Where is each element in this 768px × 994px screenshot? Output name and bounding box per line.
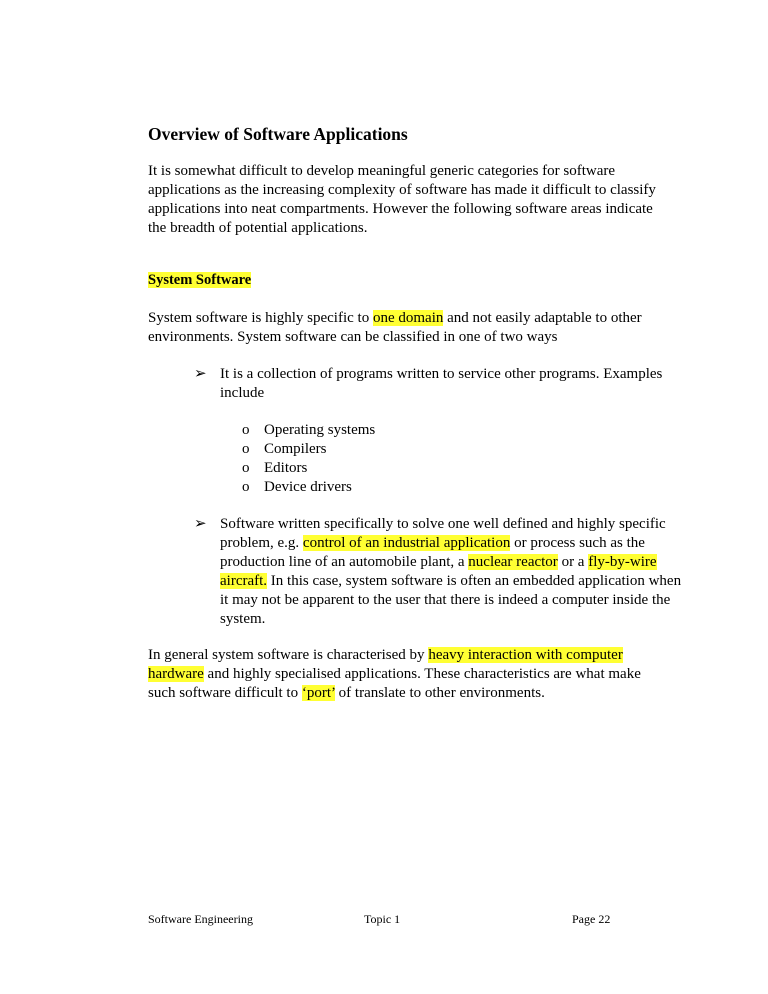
text-run: problem, e.g.: [220, 535, 303, 551]
bullet-2-line-4: [220, 572, 681, 591]
sub-item: Editors: [264, 460, 308, 476]
highlight-run: control of an industrial application: [302, 535, 511, 551]
sub-bullet-icon: o: [242, 422, 250, 438]
bullet-arrow-icon: ➢: [194, 366, 207, 382]
highlight-run: one domain: [372, 310, 444, 326]
bullet-2-line-5: it may not be apparent to the user that there is indeed a computer inside the: [220, 592, 671, 608]
p2-line-2: [148, 665, 641, 684]
bullet-2-line-1: Software written specifically to solve one well defined and highly specific: [220, 516, 666, 532]
text-run: or process such as the: [510, 535, 645, 551]
bullet-2-line-6: system.: [220, 611, 266, 627]
text-run: production line of an automobile plant, a: [220, 554, 469, 570]
highlight-run: aircraft.: [220, 573, 268, 589]
bullet-1-line-1: It is a collection of programs written to service other programs. Examples: [220, 366, 663, 382]
text-run: of translate to other environments.: [334, 685, 545, 701]
section-heading: [148, 272, 251, 289]
text-run: and not easily adaptable to other: [443, 310, 642, 326]
highlight-run: ‘port’: [301, 685, 335, 701]
section-heading-text: System Software: [148, 272, 252, 288]
text-run: such software difficult to: [148, 685, 302, 701]
intro-line-4: the breadth of potential applications.: [148, 220, 368, 236]
text-run: System software is highly specific to: [148, 310, 373, 326]
bullet-2-line-2: [220, 534, 645, 553]
p1-line-2: environments. System software can be classified in one of two ways: [148, 329, 558, 345]
intro-line-1: It is somewhat difficult to develop meaningful generic categories for software: [148, 163, 616, 179]
bullet-1-line-2: include: [220, 385, 265, 401]
highlight-run: hardware: [148, 666, 204, 682]
page-title: Overview of Software Applications: [148, 124, 408, 144]
bullet-2-line-3: [220, 553, 657, 572]
sub-bullet-icon: o: [242, 460, 250, 476]
p2-line-1: [148, 646, 623, 665]
sub-bullet-icon: o: [242, 441, 250, 457]
intro-line-3: applications into neat compartments. However the following software areas indicate: [148, 201, 653, 217]
footer-center: Topic 1: [364, 912, 401, 926]
intro-line-2: applications as the increasing complexity of software has made it difficult to classify: [148, 182, 656, 198]
sub-bullet-icon: o: [242, 479, 250, 495]
footer-right: Page 22: [572, 912, 611, 926]
text-run: In this case, system software is often an embedded application when: [267, 573, 682, 589]
sub-item: Compilers: [264, 441, 327, 457]
highlight-run: fly-by-wire: [588, 554, 657, 570]
p2-line-3: [148, 684, 545, 703]
p1-line-1: [148, 309, 642, 328]
text-run: In general system software is characterised by: [148, 647, 429, 663]
highlight-run: heavy interaction with computer: [428, 647, 623, 663]
text-run: and highly specialised applications. These characteristics are what make: [203, 666, 641, 682]
highlight-run: nuclear reactor: [468, 554, 558, 570]
bullet-arrow-icon: ➢: [194, 516, 207, 532]
sub-item: Device drivers: [264, 479, 352, 495]
footer-left: Software Engineering: [148, 912, 253, 926]
sub-item: Operating systems: [264, 422, 376, 438]
text-run: or a: [557, 554, 589, 570]
